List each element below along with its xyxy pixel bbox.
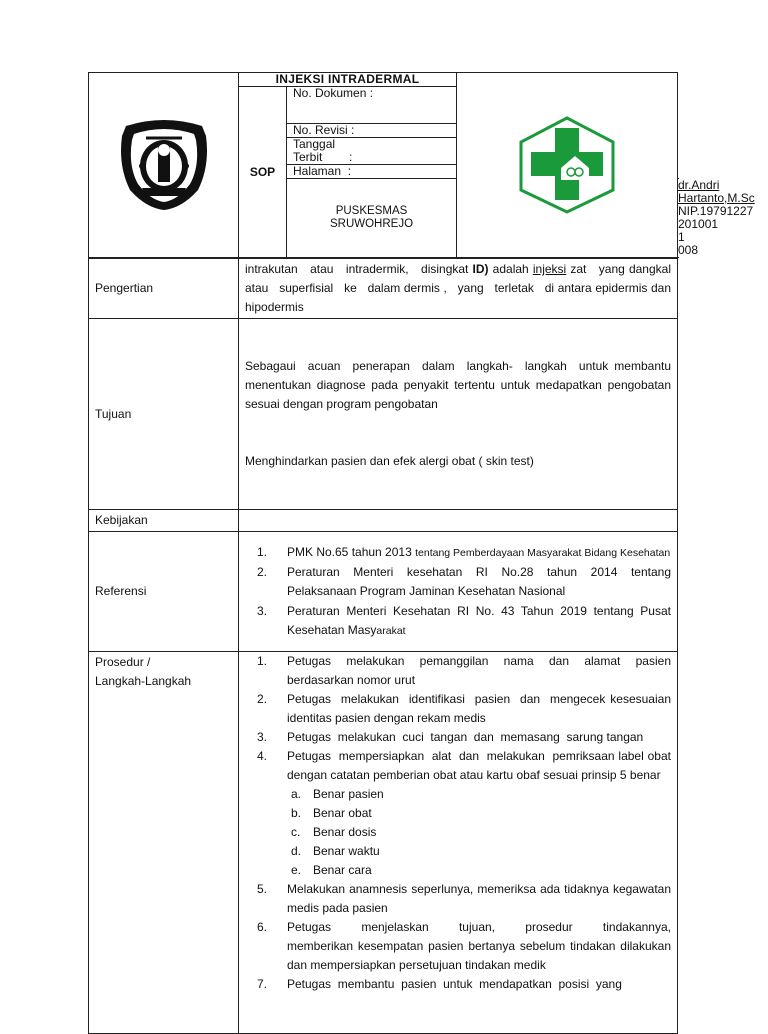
sub-item <box>287 804 671 823</box>
list-number: 1. <box>257 654 268 668</box>
step-text: Petugas melakukan identifikasi pasien dan mengecek kesesuaian identitas pasien dengan rekam medis <box>287 692 675 725</box>
sub-letter: e. <box>291 863 302 877</box>
pengertian-text-a: intrakutan atau intradermik, disingkat <box>245 262 473 276</box>
referensi-content <box>239 532 678 652</box>
ref-text: Peraturan Menteri kesehatan RI No.28 tahun 2014 tentang Pelaksanaan Program Jaminan Kesehatan Nasional <box>287 564 671 598</box>
no-revisi: No. Revisi : <box>287 124 457 138</box>
list-item <box>245 728 671 747</box>
tujuan-label: Tujuan <box>89 319 239 510</box>
sub-letter: c. <box>291 825 301 839</box>
sub-item <box>287 842 671 861</box>
list-number: 2. <box>257 564 268 579</box>
referensi-label: Referensi <box>89 532 239 652</box>
ref-text: PMK No.65 tahun 2013 <box>287 544 416 559</box>
pengertian-text-c: adalah <box>488 262 533 276</box>
ref-text-small: arakat <box>376 624 406 637</box>
pengertian-text-b: ID) <box>472 262 489 276</box>
list-number: 7. <box>257 977 268 991</box>
content-table <box>88 258 682 1034</box>
sop-document <box>88 72 755 1034</box>
list-number: 4. <box>257 749 268 763</box>
sub-text: Benar cara <box>313 863 372 877</box>
ref-text-small: tentang Pemberdayaan Masyarakat Bidang Kesehatan <box>415 546 671 559</box>
sub-item <box>287 861 671 880</box>
sub-letter: a. <box>291 787 302 801</box>
sub-text: Benar dosis <box>313 825 377 839</box>
no-dokumen: No. Dokumen : <box>287 87 457 124</box>
list-number: 5. <box>257 882 268 896</box>
pengertian-text-e: zat yang dangkal atau superfisial ke dalam dermis , yang terletak di antara epidermis dan hipodermis <box>245 262 682 314</box>
step-text: Petugas melakukan cuci tangan dan memasang sarung tangan <box>287 730 644 744</box>
list-number: 1. <box>257 544 268 559</box>
list-number: 3. <box>257 730 268 744</box>
regency-seal-icon <box>112 116 216 212</box>
tujuan-content <box>239 319 678 510</box>
organization-name <box>287 179 457 258</box>
list-item <box>245 690 675 728</box>
prosedur-label-1: Prosedur / <box>95 655 151 669</box>
pengertian-content <box>239 259 682 319</box>
pengertian-label: Pengertian <box>89 259 239 319</box>
terbit-label: Terbit : <box>293 150 353 164</box>
list-item <box>245 975 671 994</box>
puskesmas-cross-icon <box>511 114 623 214</box>
list-number: 2. <box>257 692 268 706</box>
org-line-2: SRUWOHREJO <box>329 218 414 230</box>
sub-text: Benar obat <box>313 806 372 820</box>
puskesmas-logo-cell <box>457 73 678 258</box>
sop-label: SOP <box>239 87 287 258</box>
list-item <box>245 880 675 918</box>
list-item <box>245 652 675 690</box>
list-item <box>245 918 675 975</box>
referensi-list <box>245 543 671 641</box>
prinsip-list <box>287 785 671 880</box>
step-text: Melakukan anamnesis seperlunya, memeriksa ada tidaknya kegawatan medis pada pasien <box>287 882 675 915</box>
tujuan-line-2: Menghindarkan pasien dan efek alergi obat ( skin test) <box>245 454 534 468</box>
sub-letter: d. <box>291 844 302 858</box>
list-item <box>245 602 671 641</box>
ref-text: Peraturan Menteri Kesehatan RI No. 43 Tahun 2019 tentang Pusat Kesehatan Masy <box>287 603 671 637</box>
list-item <box>245 563 671 602</box>
step-text: Petugas menjelaskan tujuan, prosedur tindakannya, memberikan kesempatan pasien bertanya sebelum tindakan dilakukan dan mempersiapkan persetujuan tindakan medik <box>287 920 675 972</box>
list-item <box>245 747 675 880</box>
step-text: Petugas melakukan pemanggilan nama dan alamat pasien berdasarkan nomor urut <box>287 654 675 687</box>
pengertian-link-injeksi: injeksi <box>532 262 567 276</box>
sub-letter: b. <box>291 806 302 820</box>
step-text: Petugas membantu pasien untuk mendapatkan posisi yang <box>287 977 622 991</box>
tanggal-label: Tanggal <box>293 137 336 151</box>
regency-seal-cell <box>89 73 239 258</box>
prosedur-list <box>245 652 675 994</box>
list-number: 6. <box>257 920 268 934</box>
document-title: INJEKSI INTRADERMAL <box>239 73 457 87</box>
kebijakan-label: Kebijakan <box>89 510 239 532</box>
kebijakan-content <box>239 510 678 532</box>
sub-text: Benar waktu <box>313 844 380 858</box>
step-text: Petugas mempersiapkan alat dan melakukan pemriksaan label obat dengan catatan pemberian obat atau kartu obaf sesuai prinsip 5 benar <box>287 749 675 782</box>
prosedur-label <box>89 652 239 1034</box>
header-table: INJEKSI INTRADERMAL SOP No. Dokumen : No. Revisi : Tanggal Terbit : Halaman : PUSKESMAS SRUWOHREJO dr.Andri Hartanto,M.Sc NIP.19791227 201001 1 008 <box>88 72 678 258</box>
tujuan-line-1: Sebagaui acuan penerapan dalam langkah- langkah untuk membantu menentukan diagnose pada penyakit tertentu untuk medapatkan pengobatan sesuai dengan program pengobatan <box>245 359 675 411</box>
sub-text: Benar pasien <box>313 787 384 801</box>
list-item <box>245 543 671 563</box>
list-number: 3. <box>257 603 268 618</box>
halaman: Halaman : <box>287 165 457 179</box>
org-line-1: PUSKESMAS <box>335 205 408 217</box>
sub-item <box>287 823 671 842</box>
prosedur-label-2: Langkah-Langkah <box>95 674 192 688</box>
sub-item <box>287 785 671 804</box>
prosedur-content <box>239 652 678 1034</box>
tanggal-terbit <box>287 138 457 165</box>
